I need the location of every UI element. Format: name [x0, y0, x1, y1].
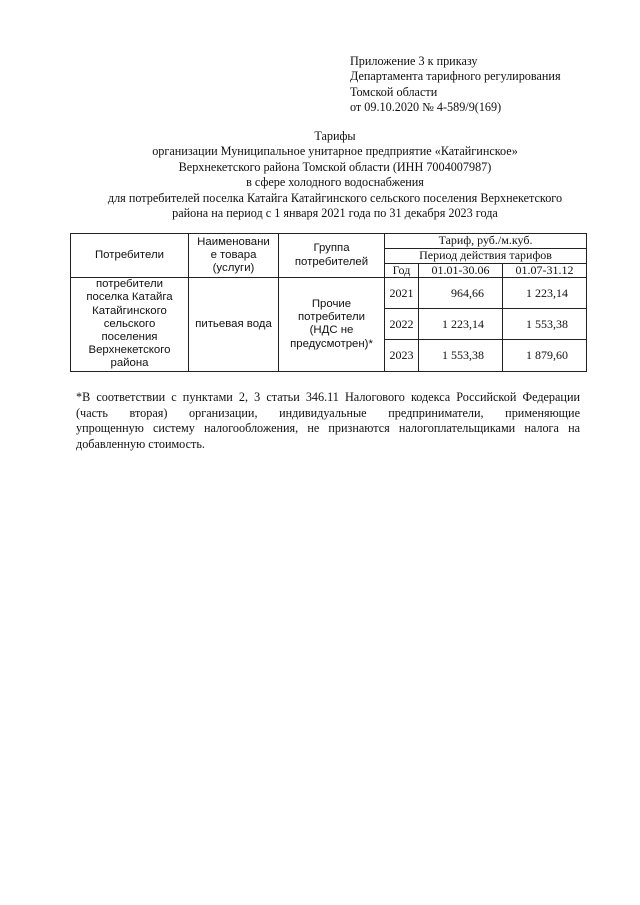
header-half2: 01.07-31.12 — [503, 264, 587, 278]
header-goods-line: Наименовани — [197, 235, 270, 248]
header-period: Период действия тарифов — [385, 249, 587, 264]
footnote-line: упрощенную систему налогообложения, не признаются налогоплательщиками налога на — [76, 421, 580, 436]
cell-group — [279, 278, 385, 371]
consumer-line: сельского — [103, 317, 156, 330]
group-line: Прочие — [311, 298, 352, 310]
footnote-line: *В соответствии с пунктами 2, 3 статьи 346.11 Налогового кодекса Российской Федерации — [76, 390, 580, 404]
footnote — [76, 390, 580, 452]
table-row — [71, 278, 587, 309]
cell-tariff-half2: 1 879,60 — [503, 340, 587, 371]
header-year: Год — [385, 264, 419, 278]
title-line: Верхнекетского района Томской области (ИНН 7004007987) — [178, 159, 492, 174]
group-line: предусмотрен)* — [290, 337, 373, 350]
title-line: района на период с 1 января 2021 года по 31 декабря 2023 года — [172, 206, 498, 221]
appendix-line: Приложение 3 к приказу — [350, 54, 478, 68]
cell-tariff-half1: 1 553,38 — [419, 340, 503, 371]
header-group-line: Группа — [313, 242, 350, 255]
title-line: в сфере холодного водоснабжения — [246, 175, 424, 190]
cell-tariff-half1: 1 223,14 — [419, 309, 503, 340]
cell-tariff-half2: 1 553,38 — [503, 309, 587, 340]
footnote-line: добавленную стоимость. — [76, 436, 205, 451]
tariff-table — [70, 233, 587, 372]
appendix-header — [350, 54, 630, 115]
group-line: (НДС не — [309, 324, 354, 337]
consumer-line: поселка Катайга — [86, 291, 173, 304]
title-line: для потребителей поселка Катайга Катайгинского сельского поселения Верхнекетского — [107, 190, 563, 205]
cell-year: 2023 — [385, 340, 419, 371]
header-group-line: потребителей — [294, 255, 369, 268]
cell-consumers — [71, 278, 189, 371]
header-consumers: Потребители — [71, 234, 189, 278]
group-line: потребители — [298, 311, 365, 324]
header-goods-line: е товара — [210, 249, 257, 261]
header-goods — [189, 234, 279, 278]
header-goods-line: (услуги) — [212, 262, 255, 275]
document-title — [40, 129, 630, 221]
header-group — [279, 234, 385, 278]
appendix-line: Томской области — [350, 84, 438, 99]
consumer-line: Верхнекетского — [88, 344, 171, 357]
consumer-line: потребители — [96, 278, 163, 291]
title-line: Тарифы — [314, 129, 356, 143]
appendix-line: Департамента тарифного регулирования — [350, 69, 561, 84]
cell-tariff-half1: 964,66 — [419, 278, 503, 309]
header-half1: 01.01-30.06 — [419, 264, 503, 278]
title-line: организации Муниципальное унитарное предприятие «Катайгинское» — [152, 144, 518, 159]
cell-year: 2021 — [385, 278, 419, 309]
consumer-line: района — [110, 357, 149, 370]
cell-tariff-half2: 1 223,14 — [503, 278, 587, 309]
appendix-line: от 09.10.2020 № 4-589/9(169) — [350, 99, 502, 114]
consumer-line: поселения — [101, 331, 158, 344]
table-header-row — [71, 234, 587, 249]
footnote-line: (часть вторая) организации, индивидуальные предприниматели, применяющие — [76, 405, 580, 420]
cell-year: 2022 — [385, 309, 419, 340]
consumer-line: Катайгинского — [92, 304, 167, 317]
header-tariff: Тариф, руб./м.куб. — [385, 234, 587, 249]
cell-goods: питьевая вода — [189, 278, 279, 371]
